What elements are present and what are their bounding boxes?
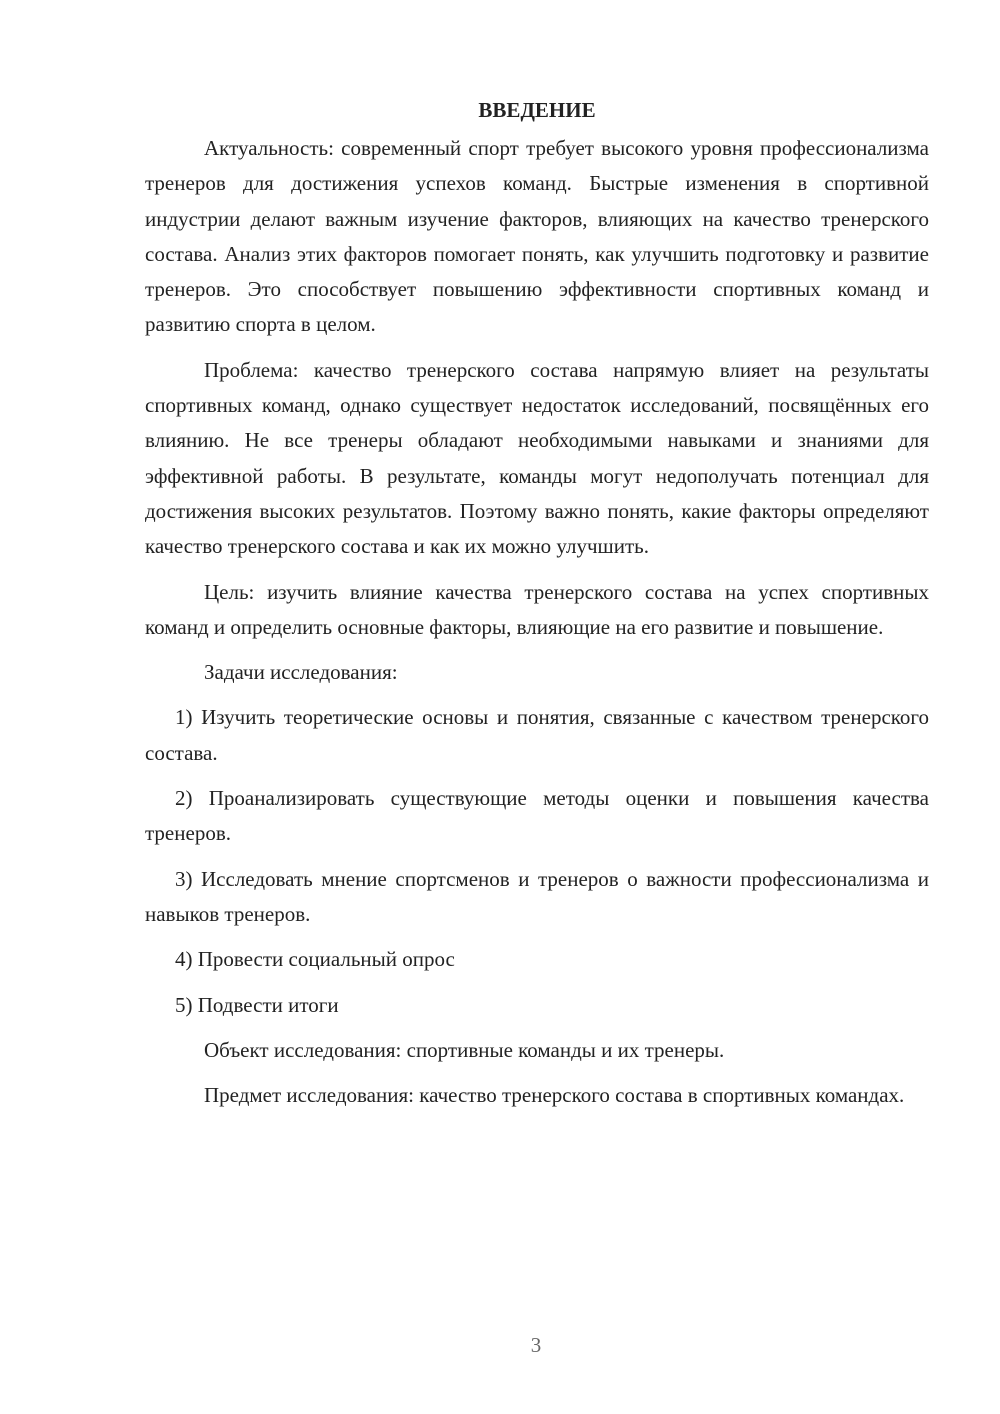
task-item-5: 5) Подвести итоги bbox=[175, 992, 339, 1017]
section-heading: ВВЕДЕНИЕ bbox=[478, 98, 596, 122]
page-content bbox=[145, 95, 929, 1123]
task-item-4: 4) Провести социальный опрос bbox=[175, 947, 455, 972]
paragraph-subject: Предмет исследования: качество тренерского состава в спортивных командах. bbox=[204, 1083, 905, 1108]
paragraph-object: Объект исследования: спортивные команды и их тренеры. bbox=[204, 1037, 725, 1062]
paragraph-tasks-intro: Задачи исследования: bbox=[204, 660, 398, 685]
page-number: 3 bbox=[530, 1333, 542, 1357]
paragraph-goal: Цель: изучить влияние качества тренерского состава на успех спортивных команд и определить основные факторы, влияющие на его развитие и повышение. bbox=[145, 579, 929, 639]
task-item-2: 2) Проанализировать существующие методы оценки и повышения качества тренеров. bbox=[145, 786, 929, 846]
task-item-1: 1) Изучить теоретические основы и понятия, связанные с качеством тренерского состава. bbox=[145, 705, 929, 765]
paragraph-relevance: Актуальность: современный спорт требует высокого уровня профессионализма тренеров для достижения успехов команд. Быстрые изменения в спортивной индустрии делают важным изучение факторов, влияющих на качество тренерского состава. Анализ этих факторов помогает понять, как улучшить подготовку и развитие тренеров. Это способствует повышению эффективности спортивных команд и развитию спорта в целом. bbox=[145, 136, 929, 337]
paragraph-problem: Проблема: качество тренерского состава напрямую влияет на результаты спортивных команд, однако существует недостаток исследований, посвящённых его влиянию. Не все тренеры обладают необходимыми навыками и знаниями для эффективной работы. В результате, команды могут недополучать потенциал для достижения высоких результатов. Поэтому важно понять, какие факторы определяют качество тренерского состава и как их можно улучшить. bbox=[145, 357, 929, 559]
task-item-3: 3) Исследовать мнение спортсменов и тренеров о важности профессионализма и навыков тренеров. bbox=[145, 866, 929, 926]
